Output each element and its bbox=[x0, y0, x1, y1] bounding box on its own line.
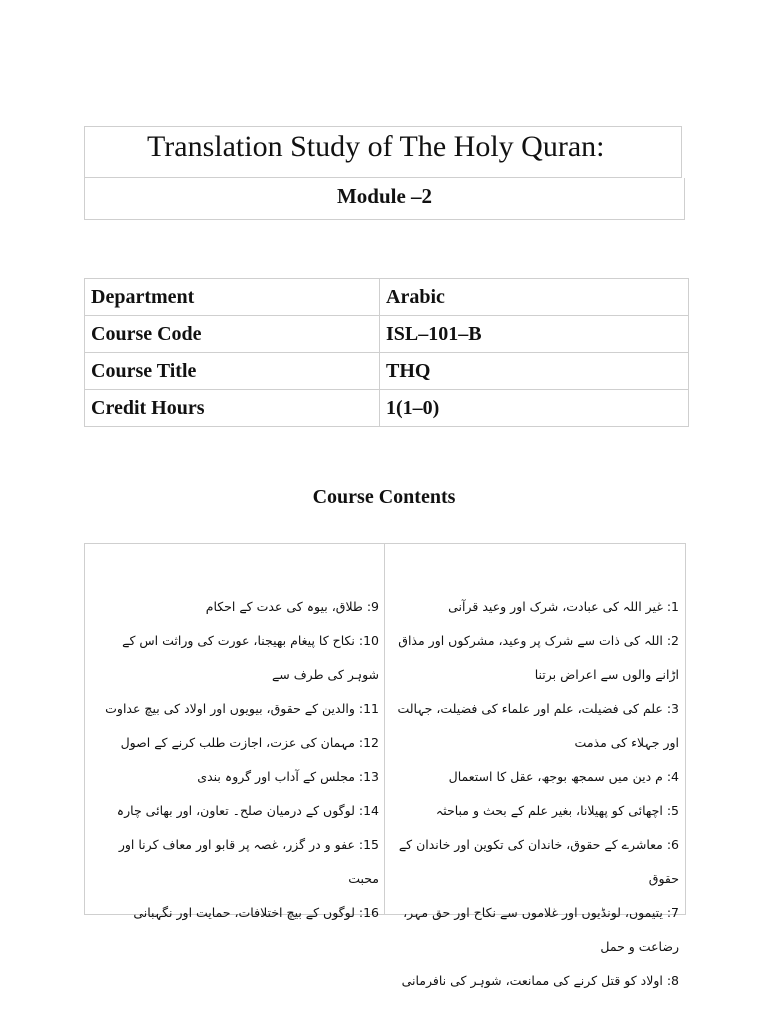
content-item: 6: معاشرے کے حقوق، خاندان کی تکوین اور خاندان کے حقوق bbox=[398, 837, 679, 886]
course-contents-table bbox=[84, 543, 686, 988]
module-label: Module –2 bbox=[84, 178, 685, 220]
info-row bbox=[85, 279, 689, 316]
contents-column-left bbox=[99, 590, 379, 930]
content-item: 14: لوگوں کے درمیان صلح۔ تعاون، اور بھائی چارہ bbox=[116, 803, 379, 818]
info-label: Credit Hours bbox=[85, 390, 380, 427]
content-item: 3: علم کی فضیلت، علم اور علماء کی فضیلت، جہالت اور جہلاء کی مذمت bbox=[397, 701, 679, 750]
content-item: 16: لوگوں کے بیچ اختلافات، حمایت اور نگہبانی bbox=[133, 905, 379, 920]
info-label: Course Code bbox=[85, 316, 380, 353]
info-value: ISL–101–B bbox=[380, 316, 689, 353]
content-item: 8: اولاد کو قتل کرنے کی ممانعت، شوہر کی نافرمانی bbox=[401, 973, 679, 988]
content-item: 15: عفو و در گزر، غصہ پر قابو اور معاف کرنا اور محبت bbox=[118, 837, 379, 886]
info-label: Course Title bbox=[85, 353, 380, 390]
contents-heading: Course Contents bbox=[312, 486, 456, 508]
info-value: 1(1–0) bbox=[380, 390, 689, 427]
content-item: 13: مجلس کے آداب اور گروہ بندی bbox=[197, 769, 379, 784]
content-item: 5: اچھائی کو پھیلانا، بغیر علم کے بحث و مباحثہ bbox=[435, 803, 679, 818]
content-item: 2: اللہ کی ذات سے شرک پر وعید، مشرکوں اور مذاق اڑانے والوں سے اعراض برتنا bbox=[398, 633, 679, 682]
course-info-table bbox=[84, 278, 689, 427]
info-value: Arabic bbox=[380, 279, 689, 316]
column-divider bbox=[384, 544, 385, 914]
content-item: 1: غیر اللہ کی عبادت، شرک اور وعید قرآنی bbox=[448, 599, 679, 614]
info-row bbox=[85, 353, 689, 390]
document-title: Translation Study of The Holy Quran: bbox=[147, 130, 605, 163]
content-item: 7: یتیموں، لونڈیوں اور غلاموں سے نکاح اور حق مہر، رضاعت و حمل bbox=[403, 905, 679, 954]
title-box bbox=[84, 126, 682, 178]
content-item: 10: نکاح کا پیغام بھیجنا، عورت کی وراثت اس کے شوہر کی طرف سے bbox=[122, 633, 379, 682]
content-item: 4: م دین میں سمجھ بوجھ، عقل کا استعمال bbox=[448, 769, 679, 784]
info-row bbox=[85, 390, 689, 427]
info-value: THQ bbox=[380, 353, 689, 390]
info-row bbox=[85, 316, 689, 353]
content-item: 11: والدین کے حقوق، بیویوں اور اولاد کی بیچ عداوت bbox=[105, 701, 379, 716]
content-item: 9: طلاق، بیوہ کی عدت کے احکام bbox=[205, 599, 379, 614]
contents-column-right bbox=[397, 590, 679, 998]
content-item: 12: مہمان کی عزت، اجازت طلب کرنے کے اصول bbox=[120, 735, 379, 750]
info-label: Department bbox=[85, 279, 380, 316]
